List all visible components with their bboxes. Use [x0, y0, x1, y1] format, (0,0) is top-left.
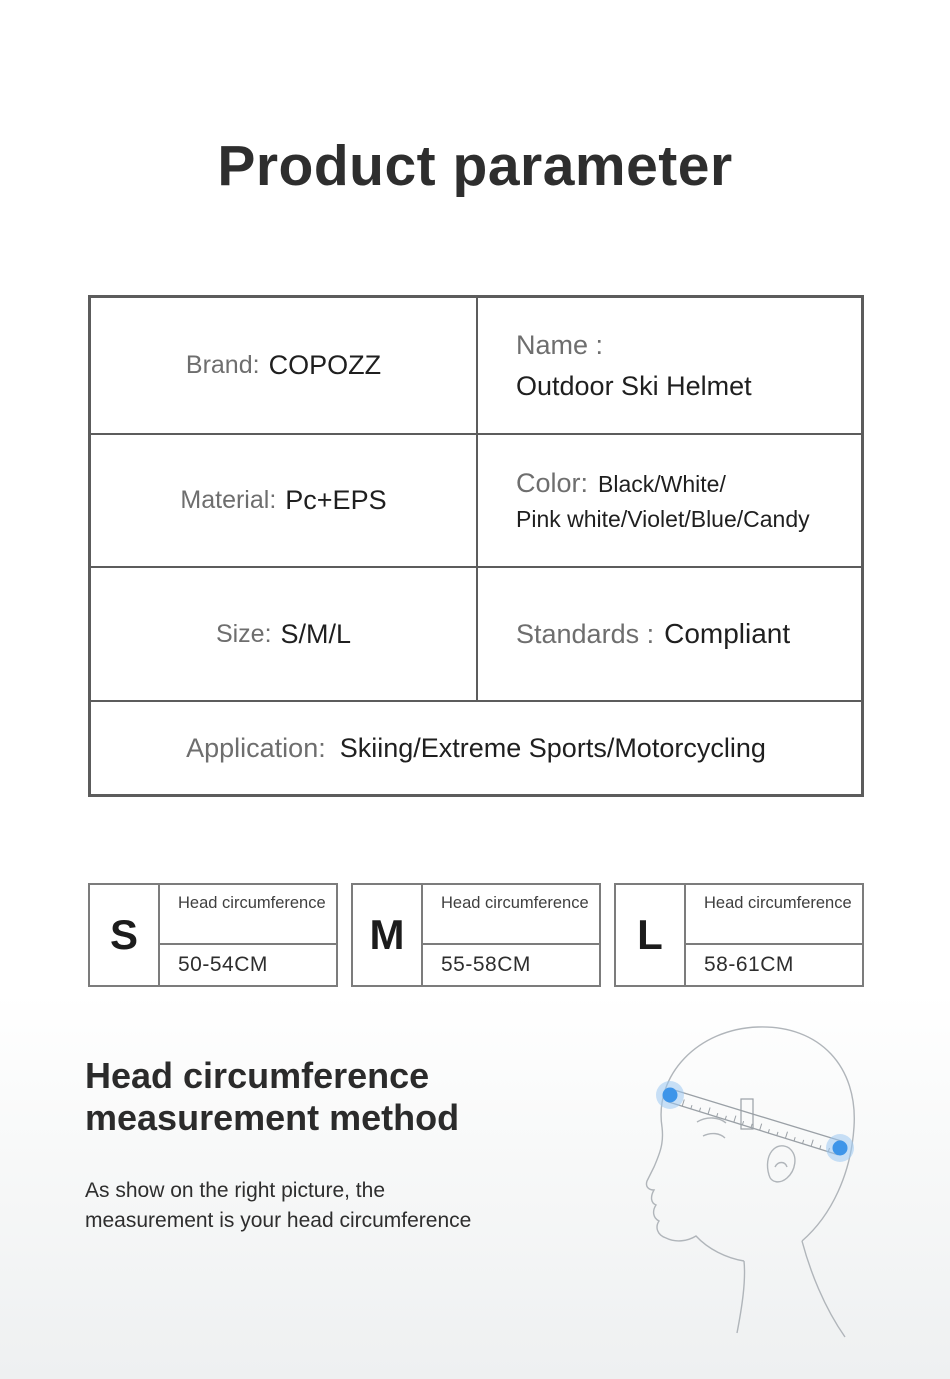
size-letter-m: M	[353, 885, 423, 985]
tape-endpoint-front-dot	[656, 1081, 684, 1109]
size-range-m: 55-58CM	[441, 953, 531, 976]
size-value: S/M/L	[280, 618, 352, 649]
size-letter-l: L	[616, 885, 686, 985]
spec-cell-name	[476, 298, 861, 433]
head-face-profile	[646, 1127, 744, 1261]
spec-cell-standards	[476, 566, 861, 700]
measurement-body-line1: As show on the right picture, the	[85, 1179, 385, 1202]
size-block-m	[351, 883, 601, 987]
size-range-l: 58-61CM	[704, 953, 794, 976]
spec-table	[88, 295, 864, 797]
spec-cell-material	[91, 433, 476, 566]
size-label-m: Head circumference	[423, 885, 599, 945]
spec-cell-brand	[91, 298, 476, 433]
spec-cell-color	[476, 433, 861, 566]
tape-endpoint-back-dot	[826, 1134, 854, 1162]
standards-label: Standards :	[516, 618, 655, 649]
size-chart	[88, 883, 864, 987]
spec-cell-size	[91, 566, 476, 700]
measurement-heading-line1: Head circumference	[85, 1055, 430, 1096]
name-value: Outdoor Ski Helmet	[516, 370, 752, 401]
size-range-s: 50-54CM	[178, 953, 268, 976]
head-eye-line	[703, 1134, 725, 1138]
measuring-tape-tick-marks	[682, 1100, 829, 1152]
brand-label: Brand:	[185, 351, 260, 379]
name-label: Name :	[516, 329, 604, 360]
head-neck-front-line	[737, 1261, 745, 1333]
head-profile-illustration-icon	[640, 1015, 900, 1345]
color-label: Color:	[516, 468, 589, 498]
color-value-line2: Pink white/Violet/Blue/Candy	[516, 506, 810, 532]
size-label: Size:	[215, 619, 272, 648]
measurement-heading	[85, 1055, 459, 1139]
size-letter-s: S	[90, 885, 160, 985]
head-ear-outline	[767, 1146, 794, 1182]
measurement-heading-line2: measurement method	[85, 1097, 460, 1139]
color-line-1	[516, 468, 861, 499]
material-value: Pc+EPS	[285, 485, 387, 515]
brand-value: COPOZZ	[268, 350, 382, 380]
color-value-line1: Black/White/	[598, 471, 726, 497]
measuring-tape-band	[668, 1089, 842, 1154]
measurement-body-line2: measurement is your head circumference	[85, 1209, 472, 1233]
material-label: Material:	[180, 486, 277, 514]
size-label-l: Head circumference	[686, 885, 862, 945]
measurement-section	[0, 993, 950, 1379]
application-label: Application:	[186, 732, 326, 763]
page-title: Product parameter	[217, 134, 733, 198]
spec-cell-application	[91, 700, 861, 794]
size-block-l	[614, 883, 864, 987]
size-block-s	[88, 883, 338, 987]
measurement-body	[85, 1176, 471, 1237]
application-value: Skiing/Extreme Sports/Motorcycling	[339, 732, 766, 763]
standards-value: Compliant	[664, 618, 791, 649]
size-label-s: Head circumference	[160, 885, 336, 945]
head-skull-outline	[661, 1027, 854, 1241]
head-neck-back-line	[802, 1241, 845, 1337]
